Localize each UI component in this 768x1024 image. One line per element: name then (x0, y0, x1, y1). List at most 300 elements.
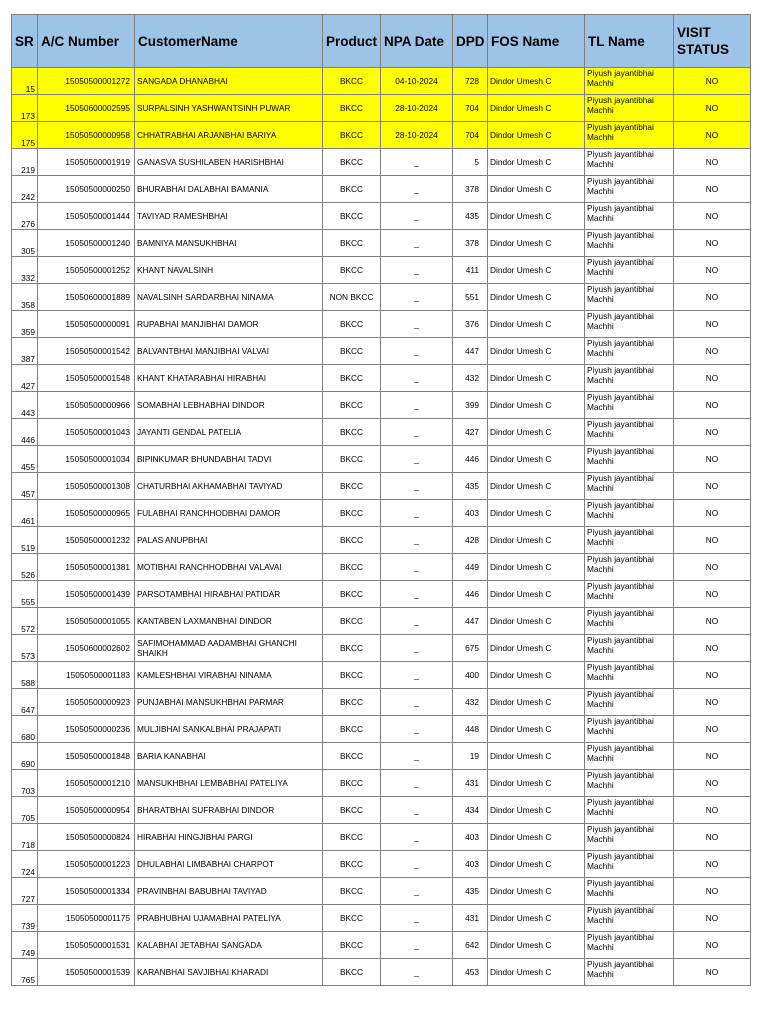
customer-name-cell: PRAVINBHAI BABUBHAI TAVIYAD (135, 878, 323, 905)
sr-cell: 332 (12, 257, 38, 284)
tl-name-cell (585, 797, 674, 824)
fos-name-cell: Dindor Umesh C (488, 554, 585, 581)
product-cell: BKCC (323, 716, 381, 743)
dpd-cell: 403 (453, 500, 488, 527)
dpd-cell: 399 (453, 392, 488, 419)
product-cell: BKCC (323, 878, 381, 905)
visit-status-cell: NO (674, 635, 751, 662)
customer-name-cell: SANGADA DHANABHAI (135, 68, 323, 95)
product-cell: BKCC (323, 689, 381, 716)
npa-date-cell: _ (381, 365, 453, 392)
npa-date-cell: _ (381, 716, 453, 743)
fos-name-cell: Dindor Umesh C (488, 824, 585, 851)
customer-name-cell: DHULABHAI LIMBABHAI CHARPOT (135, 851, 323, 878)
tl-name-line: Piyush jayantibhai (587, 230, 654, 240)
tl-name-line: Piyush jayantibhai (587, 473, 654, 483)
sr-cell: 305 (12, 230, 38, 257)
dpd-cell: 378 (453, 230, 488, 257)
header-fos-name: FOS Name (488, 15, 585, 68)
dpd-cell: 704 (453, 122, 488, 149)
table-row (12, 311, 751, 338)
tl-name-line: Piyush jayantibhai (587, 257, 654, 267)
tl-name-cell (585, 311, 674, 338)
dpd-cell: 431 (453, 770, 488, 797)
table-row (12, 446, 751, 473)
fos-name-cell: Dindor Umesh C (488, 311, 585, 338)
table-row (12, 122, 751, 149)
visit-status-cell: NO (674, 95, 751, 122)
tl-name-line: Piyush jayantibhai (587, 284, 654, 294)
tl-name-line: Machhi (587, 753, 614, 763)
customer-name-cell: RUPABHAI MANJIBHAI DAMOR (135, 311, 323, 338)
tl-name-cell (585, 770, 674, 797)
visit-status-cell: NO (674, 68, 751, 95)
visit-status-cell: NO (674, 230, 751, 257)
tl-name-line: Machhi (587, 915, 614, 925)
tl-name-line: Piyush jayantibhai (587, 608, 654, 618)
sr-cell: 765 (12, 959, 38, 986)
visit-status-cell: NO (674, 203, 751, 230)
tl-name-line: Machhi (587, 375, 614, 385)
dpd-cell: 428 (453, 527, 488, 554)
tl-name-line: Machhi (587, 510, 614, 520)
visit-status-cell: NO (674, 122, 751, 149)
tl-name-cell (585, 851, 674, 878)
tl-name-line: Machhi (587, 132, 614, 142)
dpd-cell: 403 (453, 851, 488, 878)
customer-name-cell: BHURABHAI DALABHAI BAMANIA (135, 176, 323, 203)
customer-name-cell: PARSOTAMBHAI HIRABHAI PATIDAR (135, 581, 323, 608)
product-cell: BKCC (323, 932, 381, 959)
dpd-cell: 432 (453, 365, 488, 392)
customer-name-cell: KHANT NAVALSINH (135, 257, 323, 284)
table-row (12, 68, 751, 95)
table-row (12, 824, 751, 851)
fos-name-cell: Dindor Umesh C (488, 662, 585, 689)
visit-status-cell: NO (674, 446, 751, 473)
npa-date-cell: _ (381, 554, 453, 581)
dpd-cell: 435 (453, 878, 488, 905)
npa-date-cell: _ (381, 851, 453, 878)
tl-name-line: Machhi (587, 321, 614, 331)
tl-name-line: Piyush jayantibhai (587, 311, 654, 321)
npa-date-cell: _ (381, 527, 453, 554)
tl-name-line: Piyush jayantibhai (587, 68, 654, 78)
fos-name-cell: Dindor Umesh C (488, 473, 585, 500)
npa-date-cell: _ (381, 662, 453, 689)
table-row (12, 338, 751, 365)
fos-name-cell: Dindor Umesh C (488, 851, 585, 878)
account-number-cell: 15050500001531 (38, 932, 135, 959)
tl-name-cell (585, 473, 674, 500)
tl-name-line: Piyush jayantibhai (587, 338, 654, 348)
product-cell: BKCC (323, 527, 381, 554)
fos-name-cell: Dindor Umesh C (488, 689, 585, 716)
fos-name-cell: Dindor Umesh C (488, 581, 585, 608)
header-product: Product (323, 15, 381, 68)
dpd-cell: 449 (453, 554, 488, 581)
product-cell: BKCC (323, 824, 381, 851)
visit-status-cell: NO (674, 851, 751, 878)
account-number-cell: 15050500000954 (38, 797, 135, 824)
dpd-cell: 447 (453, 338, 488, 365)
sr-cell: 703 (12, 770, 38, 797)
customer-name-cell: KANTABEN LAXMANBHAI DINDOR (135, 608, 323, 635)
product-cell: BKCC (323, 797, 381, 824)
account-number-cell: 15050500001542 (38, 338, 135, 365)
tl-name-line: Piyush jayantibhai (587, 635, 654, 645)
npa-date-cell: 28-10-2024 (381, 95, 453, 122)
visit-status-cell: NO (674, 500, 751, 527)
account-number-cell: 15050500001223 (38, 851, 135, 878)
customer-name-cell: GANASVA SUSHILABEN HARISHBHAI (135, 149, 323, 176)
account-number-cell: 15050500001848 (38, 743, 135, 770)
customer-name-cell: TAVIYAD RAMESHBHAI (135, 203, 323, 230)
tl-name-line: Piyush jayantibhai (587, 122, 654, 132)
npa-date-cell: 28-10-2024 (381, 122, 453, 149)
tl-name-cell (585, 608, 674, 635)
tl-name-cell (585, 581, 674, 608)
visit-status-cell: NO (674, 419, 751, 446)
sr-cell: 443 (12, 392, 38, 419)
customer-name-cell: KALABHAI JETABHAI SANGADA (135, 932, 323, 959)
product-cell: BKCC (323, 365, 381, 392)
tl-name-line: Piyush jayantibhai (587, 176, 654, 186)
sr-cell: 219 (12, 149, 38, 176)
header-sr: SR (12, 15, 38, 68)
account-number-cell: 15050500001240 (38, 230, 135, 257)
fos-name-cell: Dindor Umesh C (488, 527, 585, 554)
product-cell: BKCC (323, 122, 381, 149)
tl-name-line: Piyush jayantibhai (587, 581, 654, 591)
table-row (12, 257, 751, 284)
sr-cell: 242 (12, 176, 38, 203)
tl-name-line: Piyush jayantibhai (587, 446, 654, 456)
sr-cell: 427 (12, 365, 38, 392)
visit-status-cell: NO (674, 959, 751, 986)
tl-name-line: Machhi (587, 807, 614, 817)
visit-status-cell: NO (674, 338, 751, 365)
account-number-cell: 15050500000923 (38, 689, 135, 716)
tl-name-cell (585, 527, 674, 554)
visit-status-cell: NO (674, 797, 751, 824)
npa-date-cell: _ (381, 797, 453, 824)
tl-name-line: Piyush jayantibhai (587, 149, 654, 159)
customer-name-cell: HIRABHAI HINGJIBHAI PARGI (135, 824, 323, 851)
npa-date-cell: _ (381, 905, 453, 932)
tl-name-line: Machhi (587, 618, 614, 628)
npa-date-cell: _ (381, 581, 453, 608)
customer-name-cell: SAFIMOHAMMAD AADAMBHAI GHANCHI SHAIKH (135, 635, 323, 662)
customer-name-cell: BIPINKUMAR BHUNDABHAI TADVI (135, 446, 323, 473)
tl-name-cell (585, 122, 674, 149)
account-number-cell: 15050600002595 (38, 95, 135, 122)
product-cell: BKCC (323, 419, 381, 446)
tl-name-line: Machhi (587, 672, 614, 682)
fos-name-cell: Dindor Umesh C (488, 68, 585, 95)
sr-cell: 572 (12, 608, 38, 635)
customer-name-cell: JAYANTI GENDAL PATELIA (135, 419, 323, 446)
account-number-cell: 15050500001308 (38, 473, 135, 500)
product-cell: BKCC (323, 770, 381, 797)
customer-name-cell: MULJIBHAI SANKALBHAI PRAJAPATI (135, 716, 323, 743)
dpd-cell: 675 (453, 635, 488, 662)
sr-cell: 705 (12, 797, 38, 824)
tl-name-cell (585, 689, 674, 716)
table-row (12, 527, 751, 554)
fos-name-cell: Dindor Umesh C (488, 743, 585, 770)
npa-date-cell: 04-10-2024 (381, 68, 453, 95)
npa-date-cell: _ (381, 770, 453, 797)
tl-name-line: Piyush jayantibhai (587, 797, 654, 807)
product-cell: BKCC (323, 500, 381, 527)
tl-name-line: Machhi (587, 591, 614, 601)
npa-date-cell: _ (381, 824, 453, 851)
fos-name-cell: Dindor Umesh C (488, 419, 585, 446)
tl-name-line: Machhi (587, 267, 614, 277)
tl-name-line: Piyush jayantibhai (587, 203, 654, 213)
header-customer-name: CustomerName (135, 15, 323, 68)
table-row (12, 419, 751, 446)
table-row (12, 230, 751, 257)
account-number-cell: 15050500001439 (38, 581, 135, 608)
tl-name-cell (585, 95, 674, 122)
account-number-cell: 15050500000966 (38, 392, 135, 419)
visit-status-cell: NO (674, 365, 751, 392)
fos-name-cell: Dindor Umesh C (488, 257, 585, 284)
dpd-cell: 19 (453, 743, 488, 770)
visit-status-cell: NO (674, 824, 751, 851)
visit-status-cell: NO (674, 662, 751, 689)
tl-name-line: Piyush jayantibhai (587, 959, 654, 969)
tl-name-line: Piyush jayantibhai (587, 662, 654, 672)
tl-name-line: Piyush jayantibhai (587, 95, 654, 105)
tl-name-line: Machhi (587, 564, 614, 574)
tl-name-line: Machhi (587, 159, 614, 169)
visit-status-cell: NO (674, 473, 751, 500)
dpd-cell: 704 (453, 95, 488, 122)
npa-date-cell: _ (381, 608, 453, 635)
tl-name-line: Machhi (587, 969, 614, 979)
product-cell: BKCC (323, 635, 381, 662)
table-row (12, 743, 751, 770)
tl-name-line: Machhi (587, 213, 614, 223)
sr-cell: 15 (12, 68, 38, 95)
product-cell: BKCC (323, 338, 381, 365)
dpd-cell: 427 (453, 419, 488, 446)
tl-name-line: Machhi (587, 483, 614, 493)
tl-name-line: Piyush jayantibhai (587, 824, 654, 834)
tl-name-line: Machhi (587, 645, 614, 655)
table-row (12, 392, 751, 419)
sr-cell: 739 (12, 905, 38, 932)
customer-name-cell: MANSUKHBHAI LEMBABHAI PATELIYA (135, 770, 323, 797)
fos-name-cell: Dindor Umesh C (488, 932, 585, 959)
account-number-cell: 15050500001539 (38, 959, 135, 986)
customer-name-cell: KHANT KHATARABHAI HIRABHAI (135, 365, 323, 392)
product-cell: NON BKCC (323, 284, 381, 311)
account-number-cell: 15050500001043 (38, 419, 135, 446)
dpd-cell: 448 (453, 716, 488, 743)
tl-name-line: Piyush jayantibhai (587, 878, 654, 888)
sr-cell: 727 (12, 878, 38, 905)
fos-name-cell: Dindor Umesh C (488, 392, 585, 419)
dpd-cell: 447 (453, 608, 488, 635)
tl-name-line: Piyush jayantibhai (587, 554, 654, 564)
table-row (12, 473, 751, 500)
tl-name-cell (585, 230, 674, 257)
table-row (12, 284, 751, 311)
sr-cell: 588 (12, 662, 38, 689)
account-number-cell: 15050500001210 (38, 770, 135, 797)
account-number-cell: 15050500001252 (38, 257, 135, 284)
dpd-cell: 5 (453, 149, 488, 176)
npa-date-cell: _ (381, 500, 453, 527)
tl-name-line: Machhi (587, 780, 614, 790)
fos-name-cell: Dindor Umesh C (488, 608, 585, 635)
sr-cell: 358 (12, 284, 38, 311)
table-row (12, 149, 751, 176)
account-number-cell: 15050500001183 (38, 662, 135, 689)
tl-name-cell (585, 149, 674, 176)
fos-name-cell: Dindor Umesh C (488, 176, 585, 203)
product-cell: BKCC (323, 257, 381, 284)
dpd-cell: 728 (453, 68, 488, 95)
npa-date-cell: _ (381, 257, 453, 284)
tl-name-line: Piyush jayantibhai (587, 932, 654, 942)
product-cell: BKCC (323, 581, 381, 608)
tl-name-cell (585, 419, 674, 446)
npa-date-cell: _ (381, 311, 453, 338)
account-number-cell: 15050600001889 (38, 284, 135, 311)
sr-cell: 718 (12, 824, 38, 851)
tl-name-line: Machhi (587, 942, 614, 952)
visit-status-cell: NO (674, 527, 751, 554)
tl-name-cell (585, 824, 674, 851)
account-number-cell: 15050500001919 (38, 149, 135, 176)
tl-name-cell (585, 446, 674, 473)
table-row (12, 905, 751, 932)
npa-date-cell: _ (381, 932, 453, 959)
tl-name-line: Piyush jayantibhai (587, 365, 654, 375)
dpd-cell: 411 (453, 257, 488, 284)
npa-date-cell: _ (381, 743, 453, 770)
table-row (12, 95, 751, 122)
sr-cell: 724 (12, 851, 38, 878)
visit-status-cell: NO (674, 689, 751, 716)
product-cell: BKCC (323, 176, 381, 203)
tl-name-cell (585, 662, 674, 689)
tl-name-line: Machhi (587, 834, 614, 844)
tl-name-line: Machhi (587, 240, 614, 250)
tl-name-cell (585, 905, 674, 932)
table-row (12, 365, 751, 392)
header-row (12, 15, 751, 68)
tl-name-line: Machhi (587, 78, 614, 88)
sr-cell: 455 (12, 446, 38, 473)
product-cell: BKCC (323, 473, 381, 500)
npa-date-cell: _ (381, 203, 453, 230)
customer-name-cell: PUNJABHAI MANSUKHBHAI PARMAR (135, 689, 323, 716)
product-cell: BKCC (323, 446, 381, 473)
dpd-cell: 400 (453, 662, 488, 689)
account-number-cell: 15050500000091 (38, 311, 135, 338)
account-number-cell: 15050500001381 (38, 554, 135, 581)
dpd-cell: 403 (453, 824, 488, 851)
header-dpd: DPD (453, 15, 488, 68)
tl-name-line: Machhi (587, 456, 614, 466)
npa-date-cell: _ (381, 419, 453, 446)
fos-name-cell: Dindor Umesh C (488, 122, 585, 149)
fos-name-cell: Dindor Umesh C (488, 635, 585, 662)
npa-date-cell: _ (381, 176, 453, 203)
npa-date-cell: _ (381, 689, 453, 716)
table-row (12, 689, 751, 716)
product-cell: BKCC (323, 203, 381, 230)
tl-name-line: Machhi (587, 105, 614, 115)
tl-name-line: Machhi (587, 402, 614, 412)
table-row (12, 797, 751, 824)
product-cell: BKCC (323, 230, 381, 257)
table-body (12, 68, 751, 986)
sr-cell: 461 (12, 500, 38, 527)
account-number-cell: 15050500001034 (38, 446, 135, 473)
account-number-cell: 15050500000250 (38, 176, 135, 203)
fos-name-cell: Dindor Umesh C (488, 500, 585, 527)
sr-cell: 749 (12, 932, 38, 959)
product-cell: BKCC (323, 149, 381, 176)
dpd-cell: 432 (453, 689, 488, 716)
fos-name-cell: Dindor Umesh C (488, 797, 585, 824)
customer-name-cell: FULABHAI RANCHHODBHAI DAMOR (135, 500, 323, 527)
sr-cell: 647 (12, 689, 38, 716)
npa-date-cell: _ (381, 473, 453, 500)
tl-name-line: Piyush jayantibhai (587, 716, 654, 726)
dpd-cell: 435 (453, 203, 488, 230)
sr-cell: 359 (12, 311, 38, 338)
visit-status-cell: NO (674, 878, 751, 905)
npa-date-cell: _ (381, 635, 453, 662)
fos-name-cell: Dindor Umesh C (488, 284, 585, 311)
tl-name-cell (585, 203, 674, 230)
sr-cell: 526 (12, 554, 38, 581)
customer-name-cell: BALVANTBHAI MANJIBHAI VALVAI (135, 338, 323, 365)
fos-name-cell: Dindor Umesh C (488, 230, 585, 257)
visit-status-cell: NO (674, 905, 751, 932)
npa-date-cell: _ (381, 959, 453, 986)
fos-name-cell: Dindor Umesh C (488, 149, 585, 176)
tl-name-cell (585, 878, 674, 905)
tl-name-line: Machhi (587, 861, 614, 871)
product-cell: BKCC (323, 905, 381, 932)
dpd-cell: 642 (453, 932, 488, 959)
table-row (12, 662, 751, 689)
tl-name-line: Piyush jayantibhai (587, 743, 654, 753)
tl-name-line: Piyush jayantibhai (587, 905, 654, 915)
npa-date-cell: _ (381, 149, 453, 176)
dpd-cell: 453 (453, 959, 488, 986)
tl-name-cell (585, 392, 674, 419)
tl-name-line: Machhi (587, 726, 614, 736)
fos-name-cell: Dindor Umesh C (488, 905, 585, 932)
table-row (12, 203, 751, 230)
customer-name-cell: MOTIBHAI RANCHHODBHAI VALAVAI (135, 554, 323, 581)
npa-date-cell: _ (381, 284, 453, 311)
tl-name-cell (585, 284, 674, 311)
sr-cell: 555 (12, 581, 38, 608)
tl-name-cell (585, 635, 674, 662)
npa-date-cell: _ (381, 446, 453, 473)
